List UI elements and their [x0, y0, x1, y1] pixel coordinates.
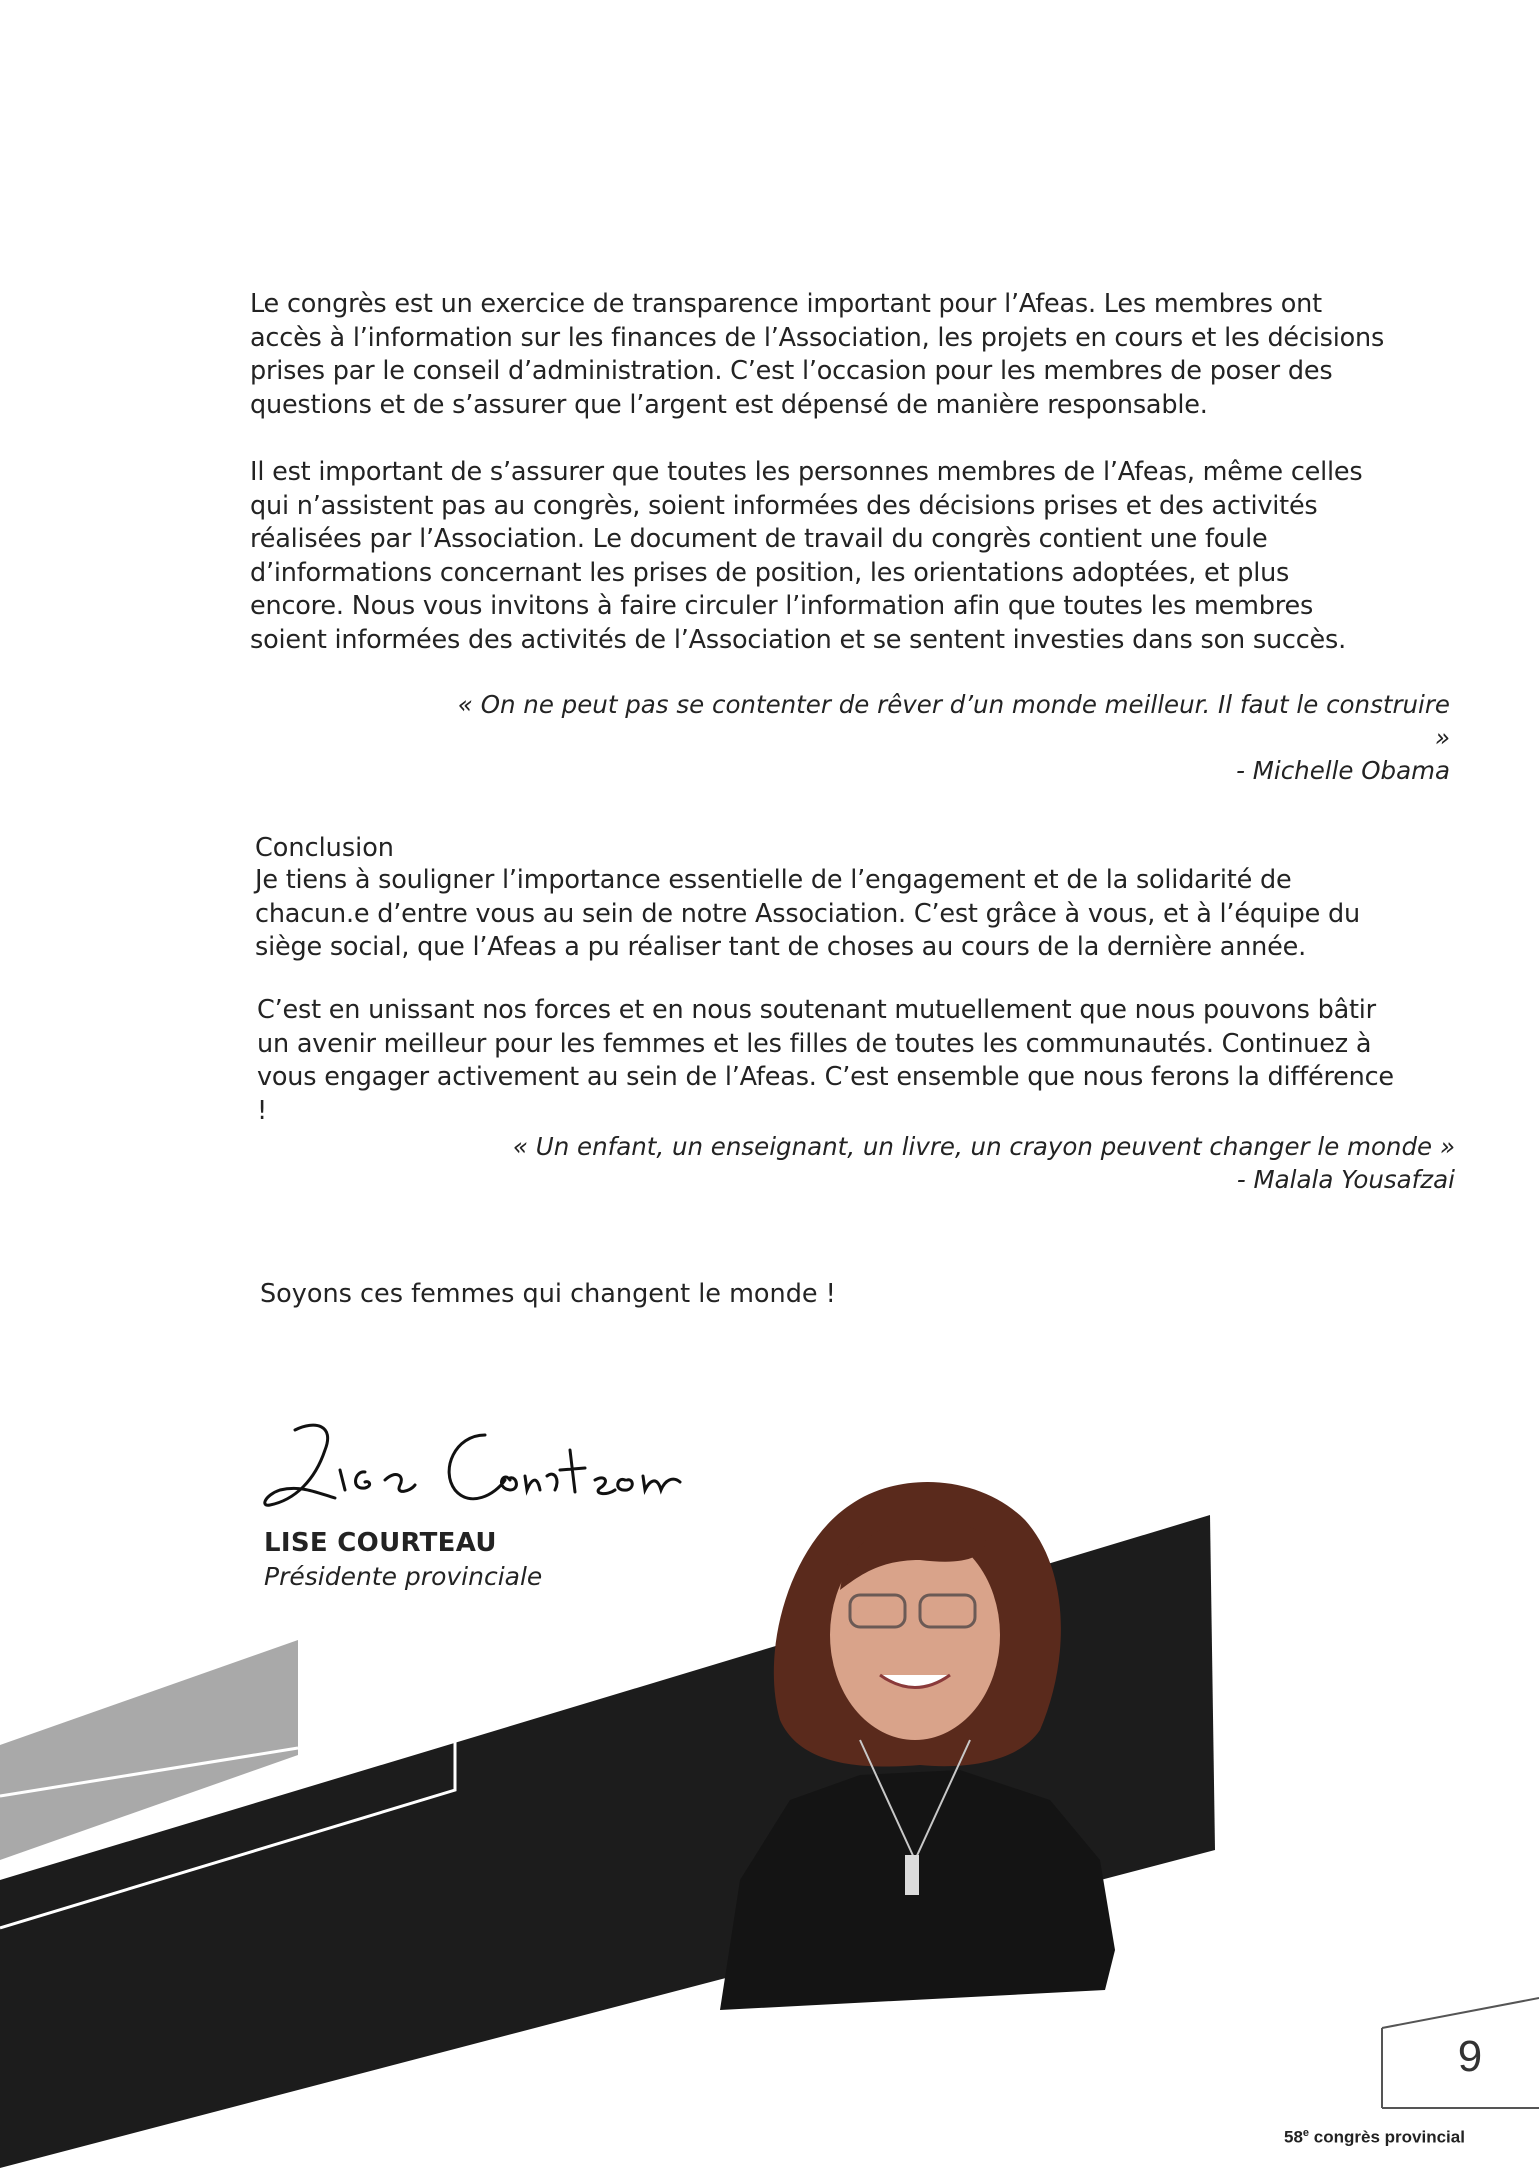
congress-number: 58 [1284, 2127, 1303, 2147]
handwritten-signature [255, 1410, 685, 1520]
paragraph-forces: C’est en unissant nos forces et en nous soutenant mutuellement que nous pouvons bâtir un avenir meilleur pour les femmes et les filles de toutes les communautés. Continuez à vous engager activement au sein de l’Afeas. C’est ensemble que nous ferons la différence ! [257, 995, 1394, 1126]
quote-yousafzai-author: - Malala Yousafzai [1236, 1165, 1455, 1194]
congress-text: congrès provincial [1313, 2127, 1465, 2147]
signatory-name: LISE COURTEAU [264, 1528, 497, 1558]
signatory-title: Présidente provinciale [264, 1562, 543, 1591]
conclusion-heading: Conclusion [255, 833, 394, 863]
quote-obama-text: « On ne peut pas se contenter de rêver d’un monde meilleur. Il faut le construire » [457, 690, 1450, 752]
quote-obama-author: - Michelle Obama [1236, 756, 1450, 785]
paragraph-information: Il est important de s’assurer que toutes les personnes membres de l’Afeas, même celles qui n’assistent pas au congrès, soient informées des décisions prises et des activités réalisées par l’Association. Le document de travail du congrès contient une foule d’informations concernant les prises de position, les orientations adoptées, et plus encore. Nous vous invitons à faire circuler l’information afin que toutes les membres soient informées des activités de l’Association et se sentent investies dans son succès. [250, 457, 1363, 655]
paragraph-transparency: Le congrès est un exercice de transparence important pour l’Afeas. Les membres ont accès à l’information sur les finances de l’Association, les projets en cours et les décisions prises par le conseil d’administration. C’est l’occasion pour les membres de poser des questions et de s’assurer que l’argent est dépensé de manière responsable. [250, 289, 1385, 420]
footer-congress-label [1284, 2127, 1465, 2148]
page-number: 9 [1457, 2032, 1483, 2081]
quote-yousafzai-text: « Un enfant, un enseignant, un livre, un crayon peuvent changer le monde » [512, 1132, 1455, 1161]
congress-suffix: e [1302, 2127, 1310, 2139]
paragraph-engagement: Je tiens à souligner l’importance essentielle de l’engagement et de la solidarité de chacun.e d’entre vous au sein de notre Association. C’est grâce à vous, et à l’équipe du siège social, que l’Afeas a pu réaliser tant de choses au cours de la dernière année. [255, 865, 1360, 962]
closing-line: Soyons ces femmes qui changent le monde ! [260, 1279, 836, 1309]
